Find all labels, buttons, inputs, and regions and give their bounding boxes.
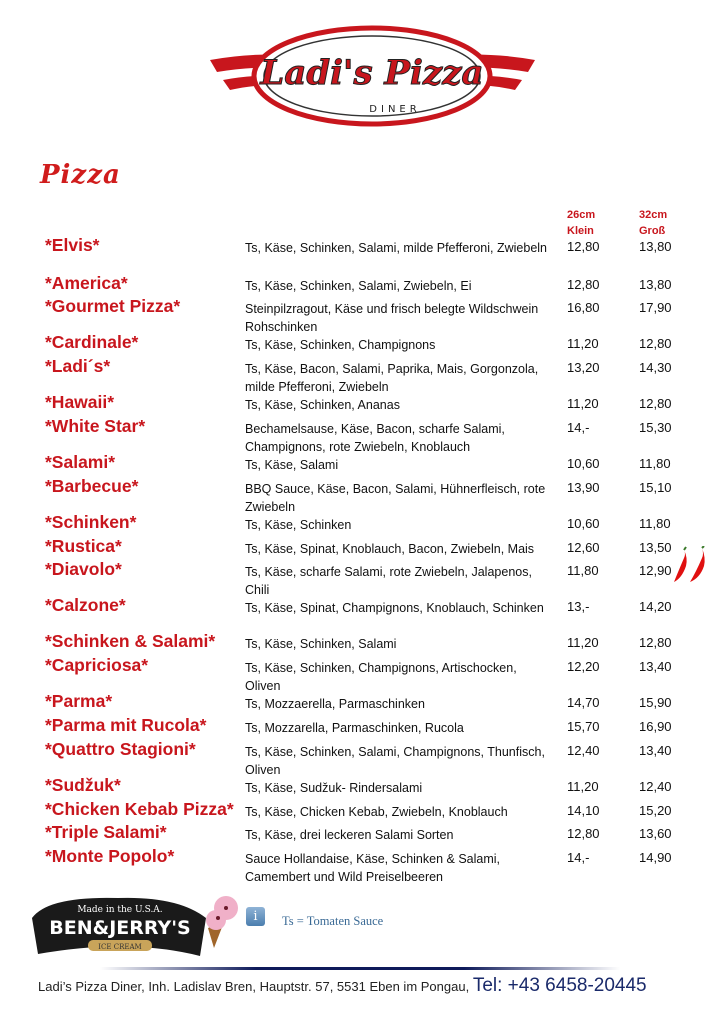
chili-icon: [672, 546, 710, 586]
item-name: *Sudžuk*: [45, 775, 121, 795]
logo-subtext: DINER: [369, 104, 421, 115]
item-description: Ts, Käse, scharfe Salami, rote Zwiebeln, Jalapenos, Chili: [245, 565, 532, 597]
item-description: Ts, Käse, Schinken, Ananas: [245, 398, 400, 412]
item-name: *Schinken & Salami*: [45, 631, 216, 651]
item-name: *Gourmet Pizza*: [45, 296, 181, 316]
ben-jerrys-logo: [28, 888, 243, 960]
price-large: 14,90: [639, 850, 672, 865]
col-large-header: [639, 207, 667, 239]
item-name: *Triple Salami*: [45, 822, 167, 842]
item-name: *White Star*: [45, 416, 146, 436]
price-large: 12,80: [639, 396, 672, 411]
ladis-pizza-logo: [205, 20, 540, 132]
item-description: Bechamelsause, Käse, Bacon, scharfe Salami, Champignons, rote Zwiebeln, Knoblauch: [245, 422, 505, 454]
price-small: 11,20: [567, 396, 599, 411]
price-large: 12,80: [639, 336, 672, 351]
item-description: Ts, Käse, drei leckeren Salami Sorten: [245, 828, 454, 842]
price-large: 12,80: [639, 635, 672, 650]
item-description: Ts, Mozzarella, Parmaschinken, Rucola: [245, 721, 464, 735]
price-small: 15,70: [567, 719, 600, 734]
price-small: 14,-: [567, 420, 590, 435]
item-description: Ts, Käse, Spinat, Knoblauch, Bacon, Zwiebeln, Mais: [245, 542, 535, 556]
col-small-size: 26cm: [567, 209, 596, 221]
item-description: Steinpilzragout, Käse und frisch belegte Wildschwein Rohschinken: [245, 302, 539, 334]
footer-phone: Tel: +43 6458-20445: [472, 975, 647, 996]
price-small: 10,60: [567, 456, 600, 471]
footer-divider: [100, 967, 620, 970]
price-small: 12,80: [567, 277, 600, 292]
svg-text:ICE CREAM: ICE CREAM: [98, 943, 142, 951]
price-small: 13,20: [567, 360, 600, 375]
price-small: 12,80: [567, 239, 600, 254]
price-large: 13,60: [639, 826, 672, 841]
item-description: Ts, Käse, Schinken, Salami, Zwiebeln, Ei: [245, 279, 472, 293]
item-description: Ts, Käse, Schinken, Champignons: [245, 338, 436, 352]
price-large: 15,10: [639, 480, 672, 495]
item-name: *Capriciosa*: [45, 655, 149, 675]
item-name: *Elvis*: [45, 235, 100, 255]
price-small: 12,60: [567, 540, 600, 555]
price-small: 12,80: [567, 826, 600, 841]
price-small: 11,20: [567, 635, 599, 650]
info-icon: i: [246, 907, 265, 926]
price-small: 13,-: [567, 599, 590, 614]
price-large: 11,80: [639, 516, 671, 531]
item-name: *Parma mit Rucola*: [45, 715, 207, 735]
price-small: 10,60: [567, 516, 600, 531]
footer: [38, 975, 647, 997]
price-small: 14,10: [567, 803, 600, 818]
price-small: 11,80: [567, 563, 599, 578]
price-large: 14,30: [639, 360, 672, 375]
col-small-label: Klein: [567, 225, 594, 237]
price-large: 15,90: [639, 695, 672, 710]
item-description: Ts, Käse, Spinat, Champignons, Knoblauch, Schinken: [245, 601, 544, 615]
section-title: Pizza: [40, 160, 121, 190]
price-large: 13,40: [639, 743, 672, 758]
item-description: Ts, Käse, Schinken, Champignons, Artischocken, Oliven: [245, 661, 517, 693]
price-small: 11,20: [567, 779, 599, 794]
item-description: Ts, Käse, Schinken, Salami, milde Pfefferoni, Zwiebeln: [245, 241, 547, 255]
item-name: *Ladi´s*: [45, 356, 111, 376]
svg-text:BEN&JERRY'S: BEN&JERRY'S: [49, 917, 191, 939]
logo-text: Ladi's Pizza: [260, 53, 484, 93]
legend-text: Ts = Tomaten Sauce: [282, 914, 384, 928]
item-description: BBQ Sauce, Käse, Bacon, Salami, Hühnerfleisch, rote Zwiebeln: [245, 482, 546, 514]
svg-text:Made in the U.S.A.: Made in the U.S.A.: [77, 905, 163, 915]
price-large: 12,40: [639, 779, 672, 794]
item-description: Ts, Mozzaerella, Parmaschinken: [245, 697, 425, 711]
item-description: Ts, Käse, Salami: [245, 458, 339, 472]
price-large: 14,20: [639, 599, 672, 614]
item-description: Ts, Käse, Bacon, Salami, Paprika, Mais, Gorgonzola, milde Pfefferoni, Zwiebeln: [245, 362, 539, 394]
item-name: *Quattro Stagioni*: [45, 739, 196, 759]
price-large: 11,80: [639, 456, 671, 471]
price-large: 12,90: [639, 563, 672, 578]
price-small: 13,90: [567, 480, 600, 495]
item-description: Ts, Käse, Schinken, Salami, Champignons, Thunfisch, Oliven: [245, 745, 545, 777]
price-large: 13,80: [639, 239, 672, 254]
item-name: *Parma*: [45, 691, 113, 711]
item-name: *America*: [45, 273, 128, 293]
price-small: 11,20: [567, 336, 599, 351]
price-small: 14,70: [567, 695, 600, 710]
price-large: 13,40: [639, 659, 672, 674]
item-description: Ts, Käse, Sudžuk- Rindersalami: [245, 781, 423, 795]
item-name: *Monte Popolo*: [45, 846, 175, 866]
item-description: Ts, Käse, Chicken Kebab, Zwiebeln, Knoblauch: [245, 805, 508, 819]
price-small: 12,40: [567, 743, 600, 758]
col-small-header: [567, 207, 595, 239]
price-small: 16,80: [567, 300, 600, 315]
price-large: 16,90: [639, 719, 672, 734]
item-description: Sauce Hollandaise, Käse, Schinken & Salami, Camembert und Wild Preiselbeeren: [245, 852, 501, 884]
item-name: *Rustica*: [45, 536, 122, 556]
item-name: *Diavolo*: [45, 559, 122, 579]
col-large-size: 32cm: [639, 209, 668, 221]
item-name: *Barbecue*: [45, 476, 139, 496]
price-large: 13,80: [639, 277, 672, 292]
item-description: Ts, Käse, Schinken: [245, 518, 352, 532]
price-large: 15,20: [639, 803, 672, 818]
price-small: 14,-: [567, 850, 590, 865]
price-small: 12,20: [567, 659, 600, 674]
item-name: *Cardinale*: [45, 332, 139, 352]
item-name: *Calzone*: [45, 595, 126, 615]
item-name: *Salami*: [45, 452, 116, 472]
item-name: *Chicken Kebab Pizza*: [45, 799, 234, 819]
price-large: 15,30: [639, 420, 672, 435]
item-name: *Schinken*: [45, 512, 137, 532]
item-description: Ts, Käse, Schinken, Salami: [245, 637, 397, 651]
price-large: 17,90: [639, 300, 672, 315]
item-name: *Hawaii*: [45, 392, 115, 412]
col-large-label: Groß: [639, 225, 666, 237]
price-large: 13,50: [639, 540, 672, 555]
footer-address: Ladi’s Pizza Diner, Inh. Ladislav Bren, Hauptstr. 57, 5531 Eben im Pongau,: [38, 979, 470, 994]
